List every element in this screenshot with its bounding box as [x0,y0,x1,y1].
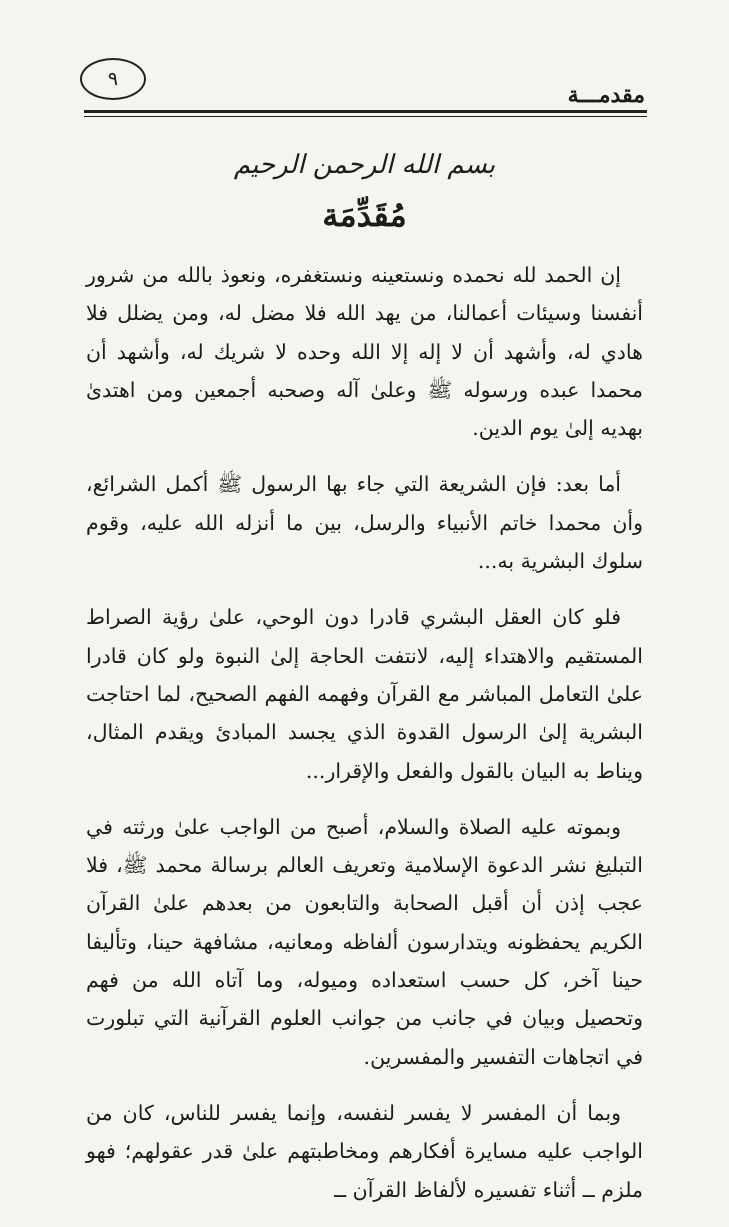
paragraph: أما بعد: فإن الشريعة التي جاء بها الرسول ﷺ أكمل الشرائع، وأن محمدا خاتم الأنبياء والرسل، بين ما أنزله الله عليه، وقوم سلوك البشرية به... [86,472,643,574]
header-rule-thin [84,116,647,117]
page-number: ٩ [80,58,146,100]
header-rule-thick [84,110,647,113]
paragraph: وبما أن المفسر لا يفسر لنفسه، وإنما يفسر للناس، كان من الواجب عليه مسايرة أفكارهم ومخاطبتهم علىٰ قدر عقولهم؛ فهو ملزم ــ أثناء تفسيره لألفاظ القرآن ــ [86,1100,643,1202]
basmala: بسم الله الرحمن الرحيم [233,150,496,180]
paragraph: إن الحمد لله نحمده ونستعينه ونستغفره، ونعوذ بالله من شرور أنفسنا وسيئات أعمالنا، من يهد الله فلا مضل له، ومن يضلل فلا هادي له، وأشهد أن لا إله إلا الله وحده لا شريك له، وأشهد أن محمدا عبده ورسوله ﷺ وعلىٰ آله وصحبه أجمعين ومن اهتدىٰ بهديه إلىٰ يوم الدين. [86,263,643,441]
chapter-title: مُقَدِّمَة [322,196,407,234]
body-text [86,256,643,1227]
paragraph: فلو كان العقل البشري قادرا دون الوحي، علىٰ رؤية الصراط المستقيم والاهتداء إليه، لانتفت الحاجة إلىٰ النبوة ولو كان قادرا علىٰ التعامل المباشر مع القرآن وفهمه الفهم الصحيح، لما احتاجت البشرية إلىٰ الرسول القدوة الذي يجسد المبادئ ويقدم المثال، ويناط به البيان بالقول والفعل والإقرار... [86,605,643,783]
running-header: مقدمـــة [567,82,645,108]
paragraph: وبموته عليه الصلاة والسلام، أصبح من الواجب علىٰ ورثته في التبليغ نشر الدعوة الإسلامية وتعريف العالم برسالة محمد ﷺ، فلا عجب إذن أن أقبل الصحابة والتابعون من بعدهم علىٰ القرآن الكريم يحفظونه ويتدارسون ألفاظه ومعانيه، مشافهة حينا، وتأليفا حينا آخر، كل حسب استعداده وميوله، وما آتاه الله من فهم وتحصيل وبيان في جانب من جوانب العلوم القرآنية التي تبلورت في اتجاهات التفسير والمفسرين. [86,814,643,1069]
